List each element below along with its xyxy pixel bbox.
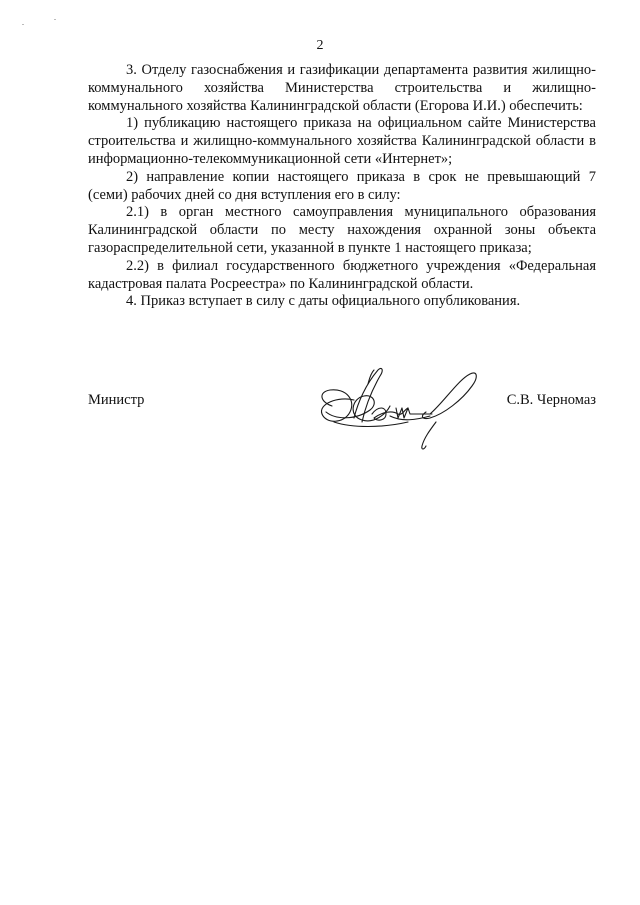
paragraph-3-2: 2) направление копии настоящего приказа в срок не превышающий 7 (семи) рабочих дней со дня вступления его в силу: xyxy=(88,168,596,203)
scan-speck xyxy=(54,19,56,20)
paragraph-3-2-2: 2.2) в филиал государственного бюджетного учреждения «Федеральная кадастровая палата Росреестра» по Калининградской области. xyxy=(88,257,596,292)
page-number: 2 xyxy=(316,38,324,53)
signatory-name: С.В. Черномаз xyxy=(506,392,596,408)
signatory-title: Министр xyxy=(88,392,145,408)
paragraph-3-1: 1) публикацию настоящего приказа на официальном сайте Министерства строительства и жилищно-коммунального хозяйства Калининградской области в информационно-телекоммуникационной сети «Интернет»; xyxy=(88,115,596,167)
paragraph-4: 4. Приказ вступает в силу с даты официального опубликования. xyxy=(126,293,521,310)
scan-speck xyxy=(22,24,24,25)
paragraph-3-2-1: 2.1) в орган местного самоуправления муниципального образования Калининградской области по месту нахождения охранной зоны объекта газораспределительной сети, указанной в пункте 1 настоящего приказа; xyxy=(88,204,596,256)
handwritten-signature-icon xyxy=(312,362,482,450)
paragraph-3: 3. Отделу газоснабжения и газификации департамента развития жилищно-коммунального хозяйства Министерства строительства и жилищно-коммунального хозяйства Калининградской области (Егорова И.И.) обеспечить: xyxy=(88,62,596,114)
order-body xyxy=(88,62,596,311)
